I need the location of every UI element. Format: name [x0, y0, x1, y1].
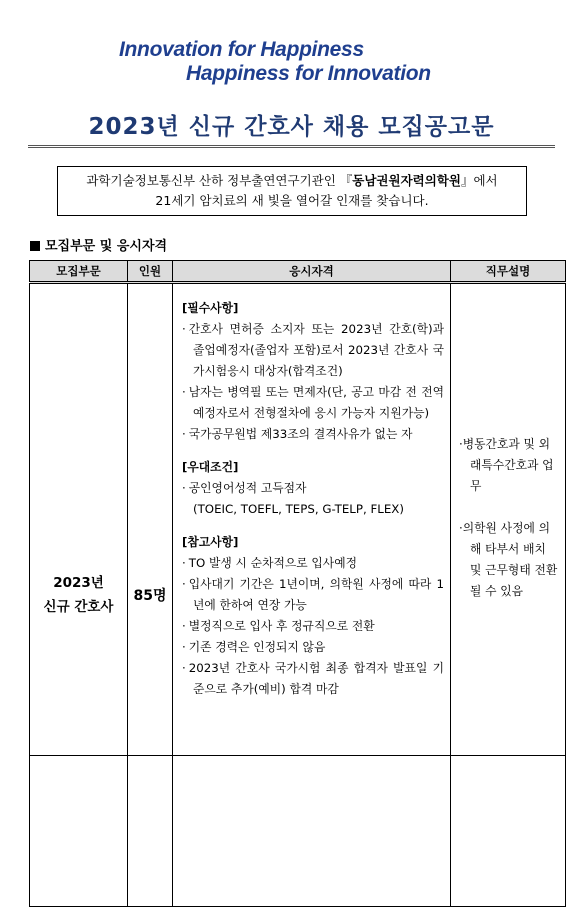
table-row	[30, 283, 566, 907]
department-year: 2023년	[53, 575, 104, 591]
list-item	[182, 574, 444, 616]
list-item	[182, 478, 444, 499]
section-heading-text: 모집부문 및 응시자격	[45, 239, 168, 254]
section-heading	[30, 235, 167, 254]
title-underline	[28, 145, 555, 148]
list-item-text: 공인영어성적 고득점자	[188, 481, 307, 495]
header-qualifications: 응시자격	[173, 261, 451, 283]
bullet: ·	[182, 385, 186, 399]
intro-box	[57, 166, 527, 216]
slogan-line-2: Happiness for Innovation	[186, 62, 431, 85]
list-item	[459, 518, 559, 602]
table-header-row	[30, 261, 566, 283]
list-item-text: 간호사 면허증 소지자 또는 2023년 간호(학)과 졸업예정자(졸업자 포함)로서 2023년 간호사 국가시험응시 대상자(합격조건)	[188, 322, 444, 378]
bullet: ·	[182, 427, 186, 441]
bullet: ·	[182, 322, 186, 336]
list-item-text: 입사대기 기간은 1년이며, 의학원 사정에 따라 1년에 한하여 연장 가능	[188, 577, 444, 612]
required-heading: [필수사항]	[182, 301, 239, 315]
list-item	[182, 616, 444, 637]
list-item	[182, 424, 444, 445]
list-item-text: 2023년 간호사 국가시험 최종 합격자 발표일 기준으로 추가(예비) 합격 마감	[188, 661, 444, 696]
bullet: ·	[182, 619, 186, 633]
list-item-text: 남자는 병역필 또는 면제자(단, 공고 마감 전 전역 예정자로서 전형절차에 응시 가능자 지원가능)	[188, 385, 444, 420]
preferred-heading: [우대조건]	[182, 460, 239, 474]
job-description-cell	[451, 283, 566, 907]
list-item	[182, 319, 444, 382]
slogan-line-1: Innovation for Happiness	[119, 38, 364, 61]
square-bullet-icon	[30, 241, 40, 251]
organization-name: 동남권원자력의학원	[352, 173, 461, 188]
list-item-text: 의학원 사정에 의해 타부서 배치 및 근무형태 전환 될 수 있음	[462, 521, 558, 598]
list-item	[182, 658, 444, 700]
intro-line-1	[58, 171, 526, 191]
header-job-description: 직무설명	[451, 261, 566, 283]
department-cell	[30, 283, 128, 907]
list-item-text: 기존 경력은 인정되지 않음	[188, 640, 326, 654]
spacer	[459, 497, 559, 518]
intro-prefix: 과학기술정보통신부 산하 정부출연연구기관인 『	[86, 173, 353, 188]
bullet: ·	[459, 437, 463, 451]
bullet: ·	[182, 661, 186, 675]
headcount-cell: 85명	[128, 283, 173, 907]
bullet: ·	[182, 556, 186, 570]
list-item-text: 병동간호과 및 외래특수간호과 업무	[462, 437, 554, 493]
list-item	[182, 637, 444, 658]
bottom-rule	[29, 755, 565, 756]
list-item-text: 별정직으로 입사 후 정규직으로 전환	[188, 619, 375, 633]
english-tests: (TOEIC, TOEFL, TEPS, G-TELP, FLEX)	[193, 502, 404, 516]
bullet: ·	[182, 577, 186, 591]
department-name: 신규 간호사	[43, 599, 114, 615]
notes-heading: [참고사항]	[182, 535, 239, 549]
bullet: ·	[182, 481, 186, 495]
list-item-text: 국가공무원법 제33조의 결격사유가 없는 자	[188, 427, 413, 441]
intro-suffix: 』에서	[460, 173, 498, 188]
qualifications-cell	[173, 283, 451, 907]
page-title: 2023년 신규 간호사 채용 모집공고문	[88, 114, 495, 140]
list-item	[459, 434, 559, 497]
intro-line-2: 21세기 암치료의 새 빛을 열어갈 인재를 찾습니다.	[155, 193, 429, 208]
recruitment-table	[29, 260, 566, 907]
list-item	[182, 382, 444, 424]
bullet: ·	[182, 640, 186, 654]
header-department: 모집부문	[30, 261, 128, 283]
list-item-text: TO 발생 시 순차적으로 입사예정	[188, 556, 357, 570]
bullet: ·	[459, 521, 463, 535]
header-headcount: 인원	[128, 261, 173, 283]
list-item	[182, 553, 444, 574]
